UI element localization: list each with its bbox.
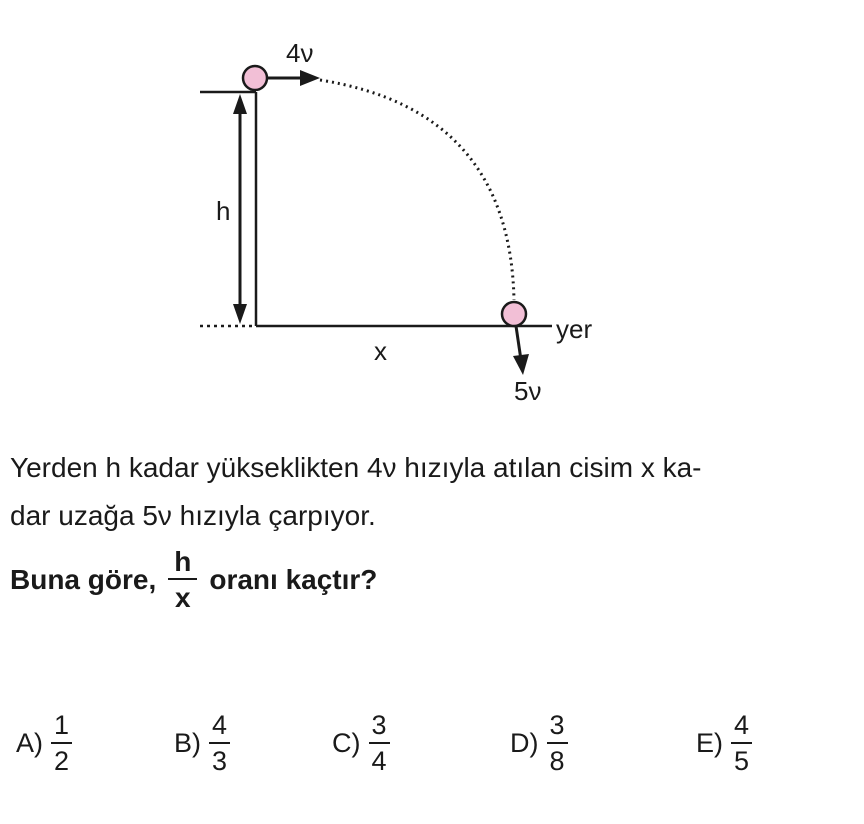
question-line-2: dar uzağa 5ν hızıyla çarpıyor. <box>10 500 376 531</box>
ground-label: yer <box>556 314 593 344</box>
option-e[interactable] <box>696 712 764 775</box>
option-denominator: 4 <box>371 746 387 776</box>
answer-options <box>0 712 864 792</box>
option-fraction <box>547 712 568 775</box>
ball-start <box>243 66 267 90</box>
prompt-after: oranı kaçtır? <box>209 564 378 595</box>
option-a[interactable] <box>16 712 84 775</box>
ratio-numerator: h <box>168 548 197 580</box>
question-text <box>10 444 830 540</box>
distance-label: x <box>374 336 387 366</box>
trajectory-path <box>320 80 514 300</box>
option-letter: E) <box>696 728 723 758</box>
ratio-fraction <box>168 548 197 612</box>
option-b[interactable] <box>174 712 242 775</box>
option-letter: B) <box>174 728 201 758</box>
question-line-1: Yerden h kadar yükseklikten 4ν hızıyla atılan cisim x ka- <box>10 452 702 483</box>
height-arrow-head-down <box>233 304 247 324</box>
option-numerator: 1 <box>51 712 72 744</box>
ratio-denominator: x <box>175 582 191 613</box>
option-denominator: 3 <box>212 746 228 776</box>
option-numerator: 3 <box>369 712 390 744</box>
height-arrow-head-up <box>233 94 247 114</box>
option-c[interactable] <box>332 712 402 775</box>
option-letter: A) <box>16 728 43 758</box>
option-numerator: 4 <box>209 712 230 744</box>
final-speed-label: 5ν <box>514 376 542 406</box>
final-velocity-arrow-head <box>513 354 529 375</box>
initial-speed-label: 4ν <box>286 38 314 68</box>
option-d[interactable] <box>510 712 580 775</box>
option-numerator: 3 <box>547 712 568 744</box>
initial-velocity-arrow-head <box>300 70 320 86</box>
option-fraction <box>731 712 752 775</box>
option-denominator: 5 <box>734 746 750 776</box>
option-denominator: 2 <box>54 746 70 776</box>
final-velocity-arrow <box>516 326 521 360</box>
option-fraction <box>51 712 72 775</box>
height-label: h <box>216 196 231 226</box>
option-letter: C) <box>332 728 361 758</box>
prompt-before: Buna göre, <box>10 564 157 595</box>
question-prompt <box>10 548 377 612</box>
option-numerator: 4 <box>731 712 752 744</box>
option-fraction <box>209 712 230 775</box>
option-denominator: 8 <box>549 746 565 776</box>
option-letter: D) <box>510 728 539 758</box>
option-fraction <box>369 712 390 775</box>
ball-end <box>502 302 526 326</box>
